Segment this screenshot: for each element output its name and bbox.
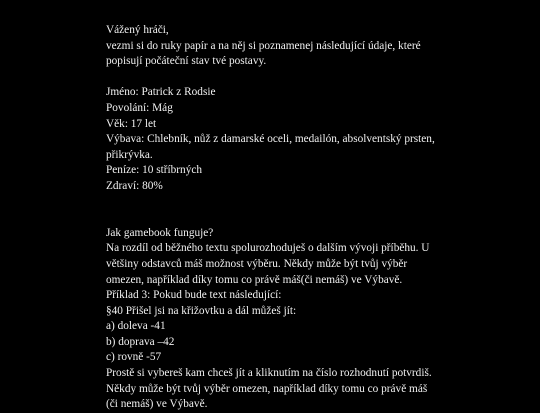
howto-section [106, 226, 436, 413]
howto-line: Prostě si vybereš kam chceš jít a kliknutím na číslo rozhodnutí potvrdiš. [106, 367, 432, 380]
intro-paragraph [106, 23, 436, 70]
example-paragraph: §40 Přišel jsi na křižovtku a dál můžeš jít: [106, 304, 297, 317]
howto-line: většiny odstavců máš možnost výběru. Někdy může být tvůj výběr [106, 257, 408, 270]
character-money: Peníze: 10 stříbrných [106, 164, 203, 177]
character-age: Věk: 17 let [106, 117, 157, 130]
character-sheet [106, 85, 436, 194]
character-name: Jméno: Patrick z Rodsie [106, 86, 216, 99]
gamebook-page [106, 23, 436, 413]
choice-straight[interactable]: c) rovně -57 [106, 351, 162, 364]
howto-line: Někdy může být tvůj výběr omezen, například díky tomu co právě máš [106, 382, 428, 395]
character-health: Zdraví: 80% [106, 179, 163, 192]
character-profession: Povolání: Mág [106, 101, 173, 114]
choice-right[interactable]: b) doprava –42 [106, 335, 175, 348]
example-label: Příklad 3: Pokud bude text následující: [106, 289, 282, 302]
howto-line: (či nemáš) ve Výbavě. [106, 398, 208, 411]
greeting: Vážený hráči, [106, 24, 169, 36]
spacer [106, 195, 436, 226]
howto-line: Na rozdíl od běžného textu spolurozhoduješ o dalším vývoji příběhu. U [106, 242, 430, 255]
character-equipment: Výbava: Chlebník, nůž z damarské oceli, medailón, absolventský prsten, [106, 133, 435, 146]
choice-left[interactable]: a) doleva -41 [106, 320, 166, 333]
howto-heading: Jak gamebook funguje? [106, 226, 214, 239]
spacer [106, 70, 436, 86]
howto-line: omezen, například díky tomu co právě máš(či nemáš) ve Výbavě. [106, 273, 403, 286]
intro-line: vezmi si do ruky papír a na něj si poznamenej následující údaje, které [106, 39, 421, 52]
character-equipment-cont: přikrývka. [106, 148, 153, 161]
intro-line: popisují počáteční stav tvé postavy. [106, 55, 267, 68]
